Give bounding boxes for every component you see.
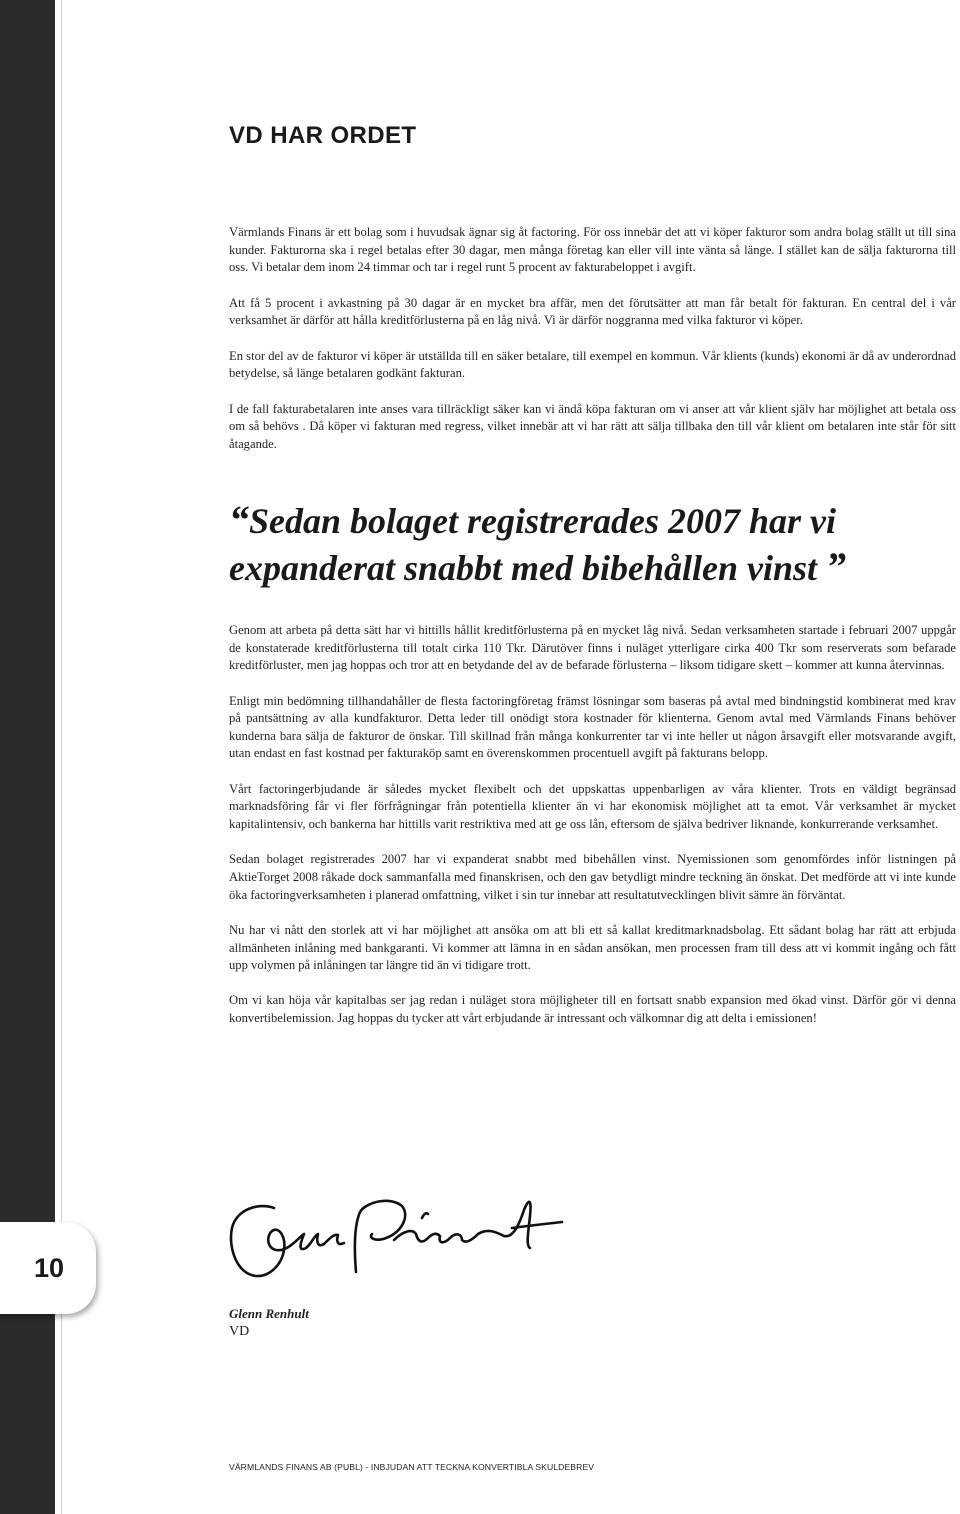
body-section — [229, 622, 956, 1028]
body-paragraph: Nu har vi nått den storlek att vi har möjlighet att ansöka om att bli ett så kallat kreditmarknadsbolag. Ett sådant bolag har rätt att erbjuda allmänheten inlåning med bankgaranti. Vi kommer att lämna in en sådan ansökan, men processen fram till dess att vi kommit ingång och fått upp volymen på inlåningen tar längre tid än vi tidigare trott. — [229, 922, 956, 973]
open-quote-mark: “ — [229, 497, 249, 542]
page-footer: VÄRMLANDS FINANS AB (PUBL) - INBJUDAN ATT TECKNA KONVERTIBLA SKULDEBREV — [229, 1462, 595, 1472]
pull-quote-text: Sedan bolaget registrerades 2007 har vi expanderat snabbt med bibehållen vinst — [229, 501, 837, 588]
page-tab — [0, 1222, 96, 1314]
page-number: 10 — [33, 1252, 64, 1283]
intro-paragraph: En stor del av de fakturor vi köper är utställda till en säker betalare, till exempel en kommun. Vår klients (kunds) ekonomi är då av underordnad betydelse, så länge betalaren godkänt fakturan. — [229, 348, 956, 381]
signer-title: VD — [229, 1324, 250, 1339]
body-paragraph: Om vi kan höja vår kapitalbas ser jag redan i nuläget stora möjligheter till en fortsatt snabb expansion med ökad vinst. Därför gör vi denna konvertibelemission. Jag hoppas du tycker att vårt erbjudande är intressant och välkomnar dig att delta i emissionen! — [229, 993, 956, 1026]
body-paragraph: Enligt min bedömning tillhandahåller de flesta factoringföretag främst lösningar som baseras på avtal med bindningstid kombinerat med krav på pantsättning av alla kundfakturor. Detta leder till onödigt stora kostnader för klienterna. Genom avtal med Värmlands Finans behöver kunderna bara sälja de fakturor de önskar. Till skillnad från många konkurrenter tar vi inte heller ut någon årsavgift eller motsvarande avgift, utan endast en fast kostnad per fakturaköp samt en överenskommen procentuell avgift på fakturans belopp. — [229, 693, 956, 761]
intro-section — [229, 224, 956, 453]
body-paragraph: Sedan bolaget registrerades 2007 har vi expanderat snabbt med bibehållen vinst. Nyemissionen som genomfördes inför listningen på AktieTorget 2008 råkade dock sammanfalla med finanskrisen, och den gav betydligt mindre teckning än önskat. Det medförde att vi inte kunde öka factoringverksamheten i planerad omfattning, vilket i sin tur innebar att resultatutvecklingen blivit sämre än förväntat. — [229, 852, 956, 902]
body-paragraph: Vårt factoringerbjudande är således mycket flexibelt och det uppskattas uppenbarligen av våra klienter. Trots en väldigt begränsad marknadsföring får vi fler förfrågningar från potentiella klienter än vi har ekonomisk möjlighet att ta emot. Vår verksamhet är mycket kapitalintensiv, och bankerna har hittills varit restriktiva med att ge oss lån, eftersom de själva bedriver liknande, konkurrerande verksamhet. — [229, 781, 956, 831]
body-paragraph: Genom att arbeta på detta sätt har vi hittills hållit kreditförlusterna på en mycket låg nivå. Sedan verksamheten startade i februari 2007 uppgår de konstaterade kreditförlusterna till totalt cirka 110 Tkr. Därutöver finns i nuläget ytterligare cirka 400 Tkr som reserverats som befarade kreditförluster, men jag hoppas och tror att en betydande del av de befarade förlusterna – liksom tidigare skett – kommer att kunna återvinnas. — [229, 623, 956, 673]
intro-paragraph: I de fall fakturabetalaren inte anses vara tillräckligt säker kan vi ändå köpa fakturan om vi anser att vår klient själv har möjlighet att betala oss om så behövs . Då köper vi fakturan med regress, vilket innebär att vi har rätt att sälja tillbaka den till vår klient om betalaren inte står för sitt åtagande. — [229, 401, 956, 451]
intro-paragraph: Att få 5 procent i avkastning på 30 dagar är en mycket bra affär, men det förutsätter att man får betalt för fakturan. En central del i vår verksamhet är därför att hålla kreditförlusterna på en låg nivå. Vi är därför noggranna med vilka fakturor vi köper. — [229, 295, 956, 328]
page-title: VD HAR ORDET — [229, 122, 417, 149]
pull-quote — [229, 497, 949, 591]
close-quote-mark: ” — [826, 544, 847, 589]
handwritten-signature — [226, 1188, 576, 1298]
intro-paragraph: Värmlands Finans är ett bolag som i huvudsak ägnar sig åt factoring. För oss innebär det att vi köper fakturor som andra bolag ställt ut till sina kunder. Fakturorna ska i regel betalas efter 30 dagar, men många företag kan eller vill inte vänta så länge. I stället kan de sälja fakturorna till oss. Vi betalar dem inom 24 timmar och tar i regel runt 5 procent av fakturabeloppet i avgift. — [229, 225, 956, 275]
signer-name: Glenn Renhult — [229, 1306, 309, 1321]
